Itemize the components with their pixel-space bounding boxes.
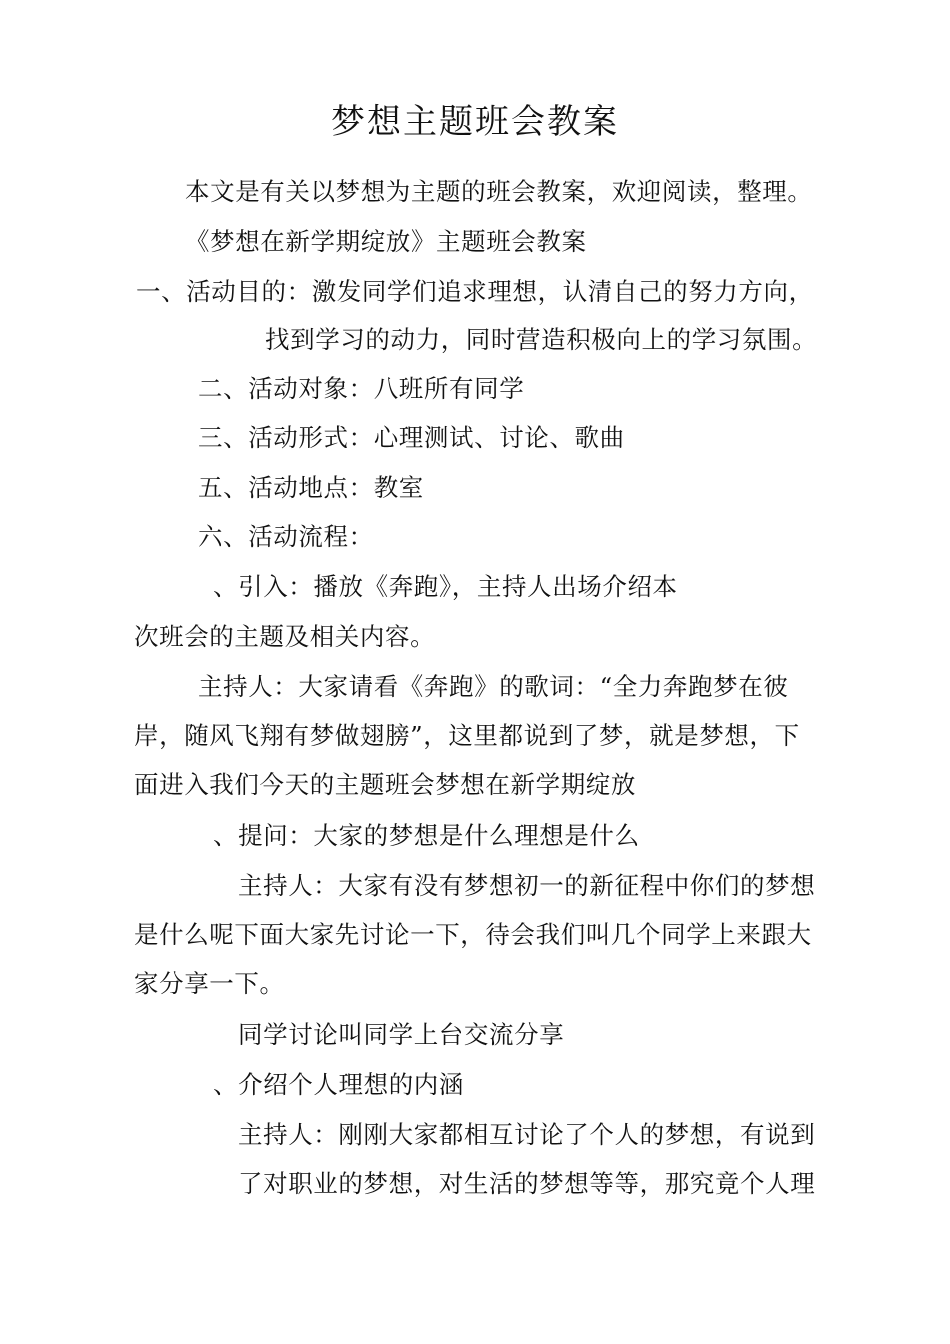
subtitle-line: 《梦想在新学期绽放》主题班会教案 <box>185 227 587 256</box>
discussion-line: 同学讨论叫同学上台交流分享 <box>238 1020 565 1049</box>
host-ideal-line-2: 了对职业的梦想，对生活的梦想等等，那究竟个人理 <box>238 1169 816 1198</box>
intro-paragraph: 本文是有关以梦想为主题的班会教案，欢迎阅读，整理。 <box>185 177 813 206</box>
purpose-line: 一、活动目的：激发同学们追求理想，认清自己的努力方向， <box>136 277 814 306</box>
target-line: 二、活动对象：八班所有同学 <box>198 374 525 403</box>
host-speech-line-2: 岸，随风飞翔有梦做翅膀”，这里都说到了梦，就是梦想，下 <box>134 721 800 750</box>
host-speech-line-3: 面进入我们今天的主题班会梦想在新学期绽放 <box>134 770 636 799</box>
location-line: 五、活动地点：教室 <box>198 473 424 502</box>
ideal-step: 、介绍个人理想的内涵 <box>213 1070 464 1099</box>
intro-step: 、引入：播放《奔跑》，主持人出场介绍本 <box>213 572 678 601</box>
host-speech-line-1: 主持人：大家请看《奔跑》的歌词：“全力奔跑梦在彼 <box>198 672 789 701</box>
document-title: 梦想主题班会教案 <box>331 102 619 142</box>
host-question-line-2: 是什么呢下面大家先讨论一下，待会我们叫几个同学上来跟大 <box>134 920 812 949</box>
purpose-continuation: 找到学习的动力，同时营造积极向上的学习氛围。 <box>265 325 818 354</box>
host-question-line-3: 家分享一下。 <box>134 969 285 998</box>
form-line: 三、活动形式：心理测试、讨论、歌曲 <box>198 423 625 452</box>
host-question-line-1: 主持人：大家有没有梦想初一的新征程中你们的梦想 <box>238 871 816 900</box>
host-ideal-line-1: 主持人：刚刚大家都相互讨论了个人的梦想，有说到 <box>238 1120 816 1149</box>
question-step: 、提问：大家的梦想是什么理想是什么 <box>213 821 640 850</box>
intro-step-continuation: 次班会的主题及相关内容。 <box>134 622 436 651</box>
process-heading: 六、活动流程： <box>198 522 374 551</box>
